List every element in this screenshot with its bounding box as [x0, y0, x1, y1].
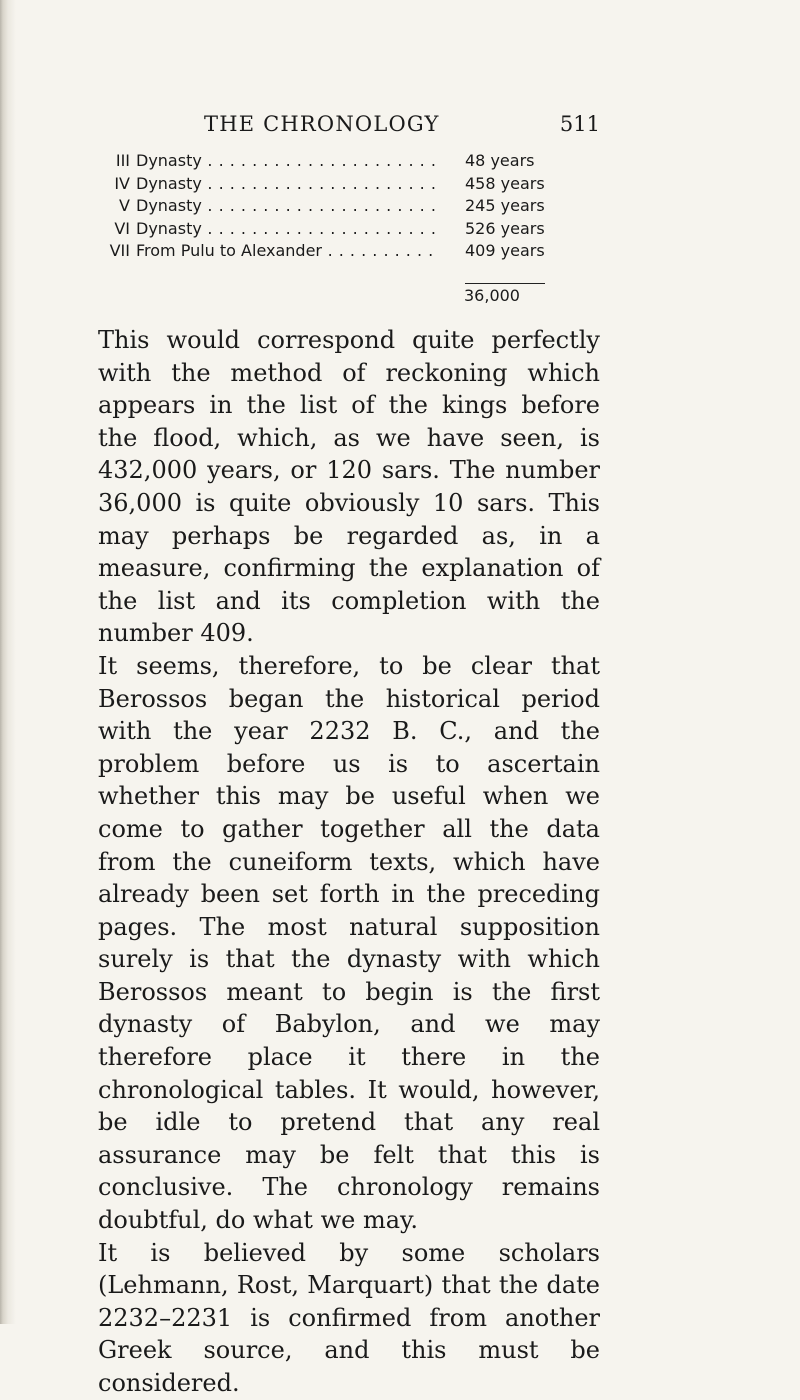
row-label: Dynasty	[136, 196, 202, 215]
paragraph: It is believed by some scholars (Lehmann, Rost, Marquart) that the date 2232–2231 is confirmed from another Greek source, and this must be considered.	[98, 1238, 600, 1397]
table-row	[96, 195, 600, 218]
page-edge-shadow	[0, 0, 16, 1324]
row-label: From Pulu to Alexander	[136, 241, 322, 260]
table-row	[96, 240, 600, 263]
row-numeral: VII	[109, 241, 130, 260]
row-value: 458 years	[465, 173, 545, 193]
paragraph: This would correspond quite perfectly with the method of reckoning which appears in the list of the kings before the flood, which, as we have seen, is 432,000 years, or 120 sars. The number 36,000 is quite obviously 10 sars. This may perhaps be regarded as, in a measure, confirming the explanation of the list and its completion with the number 409.	[98, 326, 600, 648]
table-row	[96, 218, 600, 241]
running-head: THE CHRONOLOGY	[204, 112, 440, 136]
row-label: Dynasty	[136, 151, 202, 170]
row-numeral: IV	[114, 173, 130, 193]
dynasty-table	[96, 150, 600, 263]
table-total: 36,000	[464, 286, 520, 305]
page-header	[204, 112, 600, 142]
row-numeral: V	[119, 196, 130, 215]
total-rule	[465, 283, 545, 284]
row-value: 526 years	[465, 218, 545, 238]
row-value: 48 years	[465, 151, 535, 170]
page-number: 511	[559, 112, 600, 136]
table-row	[96, 150, 600, 173]
table-row	[96, 173, 600, 196]
row-label: Dynasty	[136, 218, 202, 238]
row-numeral: III	[115, 151, 130, 170]
row-value: 409 years	[465, 241, 545, 260]
row-label: Dynasty	[136, 173, 202, 193]
row-numeral: VI	[114, 218, 130, 238]
body-text	[98, 324, 600, 1400]
row-value: 245 years	[465, 196, 545, 215]
paragraph: It seems, therefore, to be clear that Berossos began the historical period with the year 2232 B. C., and the problem before us is to ascertain whether this may be useful when we come to gather together all the data from the cuneiform texts, which have already been set forth in the preceding pages. The most natural supposition surely is that the dynasty with which Berossos meant to begin is the first dynasty of Babylon, and we may therefore place it there in the chronological tables. It would, however, be idle to pretend that any real assurance may be felt that this is conclusive. The chronology remains doubtful, do what we may.	[98, 651, 600, 1235]
